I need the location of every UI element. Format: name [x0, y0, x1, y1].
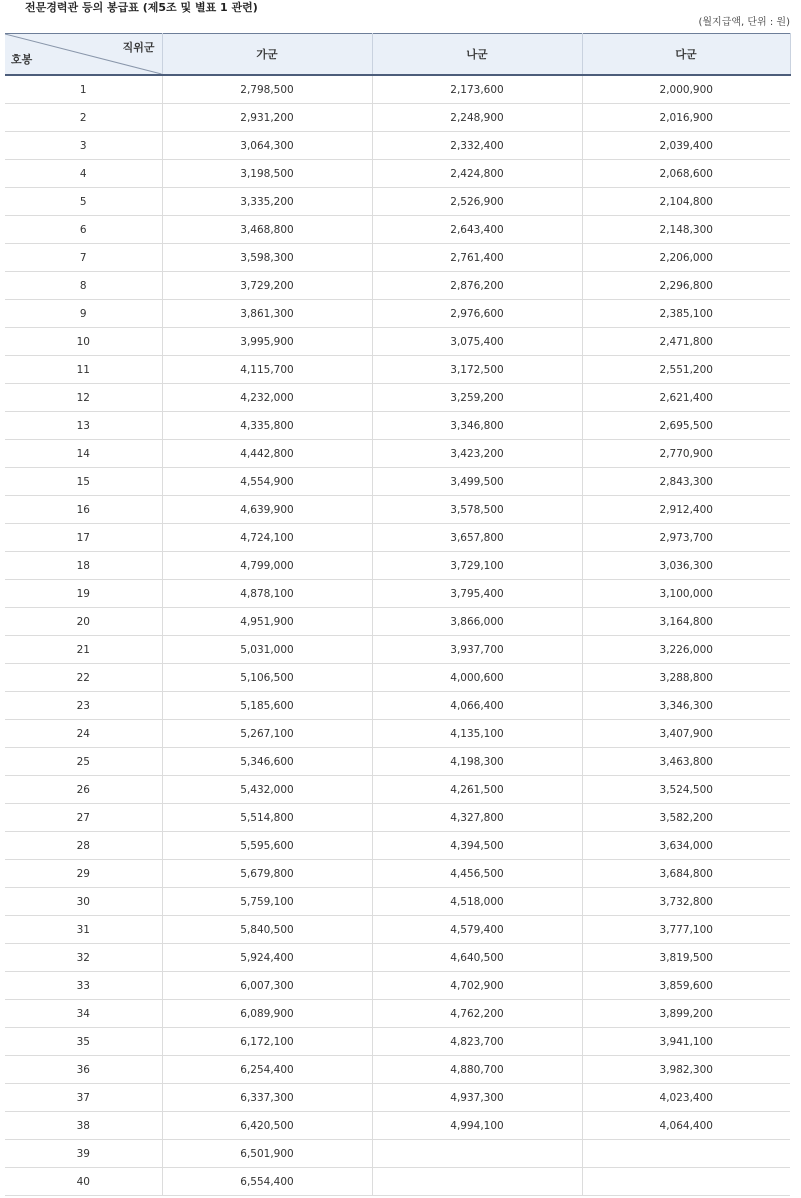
da-value-cell: 3,634,000 — [582, 832, 790, 860]
step-cell: 12 — [5, 384, 162, 412]
table-row — [5, 692, 790, 720]
ga-value-cell: 5,031,000 — [162, 636, 372, 664]
step-cell: 17 — [5, 524, 162, 552]
table-row — [5, 552, 790, 580]
ga-value-cell: 4,799,000 — [162, 552, 372, 580]
step-cell: 10 — [5, 328, 162, 356]
na-value-cell: 2,332,400 — [372, 132, 582, 160]
ga-value-cell: 3,468,800 — [162, 216, 372, 244]
da-value-cell: 2,912,400 — [582, 496, 790, 524]
ga-value-cell: 6,254,400 — [162, 1056, 372, 1084]
da-value-cell: 2,000,900 — [582, 75, 790, 104]
step-cell: 18 — [5, 552, 162, 580]
da-value-cell: 2,104,800 — [582, 188, 790, 216]
table-row — [5, 244, 790, 272]
table-row — [5, 132, 790, 160]
table-row — [5, 1056, 790, 1084]
ga-value-cell: 4,442,800 — [162, 440, 372, 468]
da-value-cell: 2,296,800 — [582, 272, 790, 300]
da-value-cell: 3,859,600 — [582, 972, 790, 1000]
ga-value-cell: 2,931,200 — [162, 104, 372, 132]
step-cell: 14 — [5, 440, 162, 468]
da-value-cell: 3,463,800 — [582, 748, 790, 776]
step-cell: 1 — [5, 75, 162, 104]
da-value-cell: 3,164,800 — [582, 608, 790, 636]
na-value-cell: 3,346,800 — [372, 412, 582, 440]
ga-value-cell: 4,232,000 — [162, 384, 372, 412]
table-row — [5, 832, 790, 860]
step-cell: 25 — [5, 748, 162, 776]
unit-note: (월지급액, 단위 : 원) — [698, 17, 790, 28]
table-row — [5, 580, 790, 608]
na-value-cell: 2,976,600 — [372, 300, 582, 328]
da-value-cell: 2,551,200 — [582, 356, 790, 384]
na-value-cell: 4,327,800 — [372, 804, 582, 832]
step-cell: 27 — [5, 804, 162, 832]
column-header-na: 나군 — [372, 34, 582, 76]
table-row — [5, 104, 790, 132]
ga-value-cell: 3,729,200 — [162, 272, 372, 300]
na-value-cell: 2,173,600 — [372, 75, 582, 104]
step-cell: 19 — [5, 580, 162, 608]
da-value-cell: 2,385,100 — [582, 300, 790, 328]
step-cell: 11 — [5, 356, 162, 384]
step-cell: 26 — [5, 776, 162, 804]
da-value-cell: 2,973,700 — [582, 524, 790, 552]
na-value-cell: 4,640,500 — [372, 944, 582, 972]
ga-value-cell: 4,951,900 — [162, 608, 372, 636]
ga-value-cell: 6,172,100 — [162, 1028, 372, 1056]
na-value-cell: 4,823,700 — [372, 1028, 582, 1056]
table-row — [5, 664, 790, 692]
table-row — [5, 1028, 790, 1056]
table-row — [5, 776, 790, 804]
step-cell: 34 — [5, 1000, 162, 1028]
da-value-cell: 2,843,300 — [582, 468, 790, 496]
step-cell: 39 — [5, 1140, 162, 1168]
table-row — [5, 328, 790, 356]
table-row — [5, 720, 790, 748]
step-cell: 15 — [5, 468, 162, 496]
table-row — [5, 972, 790, 1000]
da-value-cell: 3,036,300 — [582, 552, 790, 580]
table-row — [5, 300, 790, 328]
da-value-cell: 3,899,200 — [582, 1000, 790, 1028]
na-value-cell: 3,578,500 — [372, 496, 582, 524]
step-cell: 21 — [5, 636, 162, 664]
step-cell: 3 — [5, 132, 162, 160]
step-cell: 8 — [5, 272, 162, 300]
da-value-cell: 2,068,600 — [582, 160, 790, 188]
da-value-cell — [582, 1140, 790, 1168]
na-value-cell: 2,248,900 — [372, 104, 582, 132]
ga-value-cell: 3,335,200 — [162, 188, 372, 216]
ga-value-cell: 3,064,300 — [162, 132, 372, 160]
table-row — [5, 216, 790, 244]
na-value-cell: 4,066,400 — [372, 692, 582, 720]
ga-value-cell: 4,724,100 — [162, 524, 372, 552]
ga-value-cell: 5,185,600 — [162, 692, 372, 720]
na-value-cell: 3,499,500 — [372, 468, 582, 496]
da-value-cell: 3,288,800 — [582, 664, 790, 692]
na-value-cell: 2,761,400 — [372, 244, 582, 272]
ga-value-cell: 6,089,900 — [162, 1000, 372, 1028]
step-cell: 2 — [5, 104, 162, 132]
table-row — [5, 916, 790, 944]
step-cell: 13 — [5, 412, 162, 440]
da-value-cell: 2,206,000 — [582, 244, 790, 272]
step-cell: 9 — [5, 300, 162, 328]
table-row — [5, 412, 790, 440]
na-value-cell: 3,423,200 — [372, 440, 582, 468]
ga-value-cell: 5,595,600 — [162, 832, 372, 860]
da-value-cell: 3,819,500 — [582, 944, 790, 972]
step-cell: 37 — [5, 1084, 162, 1112]
da-value-cell: 2,016,900 — [582, 104, 790, 132]
step-cell: 6 — [5, 216, 162, 244]
step-cell: 30 — [5, 888, 162, 916]
na-value-cell: 3,795,400 — [372, 580, 582, 608]
corner-header-cell — [5, 34, 162, 76]
na-value-cell: 4,762,200 — [372, 1000, 582, 1028]
da-value-cell — [582, 1168, 790, 1196]
salary-table — [5, 33, 791, 1196]
ga-value-cell: 6,554,400 — [162, 1168, 372, 1196]
header-row — [5, 34, 790, 76]
na-value-cell — [372, 1140, 582, 1168]
table-body — [5, 75, 790, 1196]
table-header — [5, 34, 790, 76]
step-cell: 40 — [5, 1168, 162, 1196]
da-value-cell: 3,346,300 — [582, 692, 790, 720]
ga-value-cell: 2,798,500 — [162, 75, 372, 104]
na-value-cell: 4,518,000 — [372, 888, 582, 916]
step-cell: 38 — [5, 1112, 162, 1140]
na-value-cell: 4,135,100 — [372, 720, 582, 748]
step-cell: 16 — [5, 496, 162, 524]
table-row — [5, 356, 790, 384]
table-row — [5, 468, 790, 496]
na-value-cell: 4,994,100 — [372, 1112, 582, 1140]
ga-value-cell: 5,679,800 — [162, 860, 372, 888]
ga-value-cell: 5,346,600 — [162, 748, 372, 776]
table-row — [5, 608, 790, 636]
table-row — [5, 1084, 790, 1112]
step-cell: 35 — [5, 1028, 162, 1056]
da-value-cell: 3,524,500 — [582, 776, 790, 804]
na-value-cell: 4,261,500 — [372, 776, 582, 804]
table-row — [5, 888, 790, 916]
da-value-cell: 3,777,100 — [582, 916, 790, 944]
table-row — [5, 524, 790, 552]
ga-value-cell: 4,639,900 — [162, 496, 372, 524]
na-value-cell: 3,172,500 — [372, 356, 582, 384]
da-value-cell: 4,023,400 — [582, 1084, 790, 1112]
table-row — [5, 1140, 790, 1168]
na-value-cell: 3,657,800 — [372, 524, 582, 552]
corner-label-position-group: 직위군 — [122, 41, 155, 54]
da-value-cell: 3,684,800 — [582, 860, 790, 888]
na-value-cell: 4,456,500 — [372, 860, 582, 888]
step-cell: 28 — [5, 832, 162, 860]
table-row — [5, 1000, 790, 1028]
ga-value-cell: 4,554,900 — [162, 468, 372, 496]
na-value-cell: 3,866,000 — [372, 608, 582, 636]
table-row — [5, 804, 790, 832]
da-value-cell: 3,226,000 — [582, 636, 790, 664]
table-row — [5, 748, 790, 776]
na-value-cell: 2,643,400 — [372, 216, 582, 244]
ga-value-cell: 3,598,300 — [162, 244, 372, 272]
da-value-cell: 3,982,300 — [582, 1056, 790, 1084]
da-value-cell: 4,064,400 — [582, 1112, 790, 1140]
na-value-cell: 3,937,700 — [372, 636, 582, 664]
ga-value-cell: 6,420,500 — [162, 1112, 372, 1140]
ga-value-cell: 6,007,300 — [162, 972, 372, 1000]
column-header-da: 다군 — [582, 34, 790, 76]
table-row — [5, 160, 790, 188]
na-value-cell: 4,579,400 — [372, 916, 582, 944]
ga-value-cell: 4,878,100 — [162, 580, 372, 608]
ga-value-cell: 4,115,700 — [162, 356, 372, 384]
na-value-cell: 4,198,300 — [372, 748, 582, 776]
table-row — [5, 440, 790, 468]
ga-value-cell: 5,432,000 — [162, 776, 372, 804]
ga-value-cell: 4,335,800 — [162, 412, 372, 440]
ga-value-cell: 5,514,800 — [162, 804, 372, 832]
da-value-cell: 3,732,800 — [582, 888, 790, 916]
da-value-cell: 2,695,500 — [582, 412, 790, 440]
na-value-cell: 4,702,900 — [372, 972, 582, 1000]
ga-value-cell: 6,501,900 — [162, 1140, 372, 1168]
na-value-cell: 4,394,500 — [372, 832, 582, 860]
table-row — [5, 860, 790, 888]
step-cell: 23 — [5, 692, 162, 720]
table-row — [5, 636, 790, 664]
na-value-cell: 2,424,800 — [372, 160, 582, 188]
na-value-cell: 3,259,200 — [372, 384, 582, 412]
na-value-cell: 4,000,600 — [372, 664, 582, 692]
table-row — [5, 188, 790, 216]
ga-value-cell: 5,106,500 — [162, 664, 372, 692]
table-row — [5, 496, 790, 524]
na-value-cell: 4,937,300 — [372, 1084, 582, 1112]
da-value-cell: 3,582,200 — [582, 804, 790, 832]
step-cell: 20 — [5, 608, 162, 636]
table-row — [5, 272, 790, 300]
na-value-cell: 2,526,900 — [372, 188, 582, 216]
da-value-cell: 3,407,900 — [582, 720, 790, 748]
na-value-cell: 3,729,100 — [372, 552, 582, 580]
ga-value-cell: 3,198,500 — [162, 160, 372, 188]
table-row — [5, 1112, 790, 1140]
da-value-cell: 2,621,400 — [582, 384, 790, 412]
table-row — [5, 1168, 790, 1196]
step-cell: 29 — [5, 860, 162, 888]
step-cell: 4 — [5, 160, 162, 188]
na-value-cell: 3,075,400 — [372, 328, 582, 356]
step-cell: 5 — [5, 188, 162, 216]
step-cell: 32 — [5, 944, 162, 972]
ga-value-cell: 5,759,100 — [162, 888, 372, 916]
step-cell: 36 — [5, 1056, 162, 1084]
da-value-cell: 3,100,000 — [582, 580, 790, 608]
step-cell: 33 — [5, 972, 162, 1000]
step-cell: 7 — [5, 244, 162, 272]
step-cell: 24 — [5, 720, 162, 748]
table-row — [5, 384, 790, 412]
da-value-cell: 2,039,400 — [582, 132, 790, 160]
da-value-cell: 2,770,900 — [582, 440, 790, 468]
da-value-cell: 3,941,100 — [582, 1028, 790, 1056]
da-value-cell: 2,148,300 — [582, 216, 790, 244]
ga-value-cell: 5,840,500 — [162, 916, 372, 944]
ga-value-cell: 5,924,400 — [162, 944, 372, 972]
ga-value-cell: 3,861,300 — [162, 300, 372, 328]
ga-value-cell: 3,995,900 — [162, 328, 372, 356]
ga-value-cell: 5,267,100 — [162, 720, 372, 748]
step-cell: 31 — [5, 916, 162, 944]
column-header-ga: 가군 — [162, 34, 372, 76]
na-value-cell — [372, 1168, 582, 1196]
corner-label-step: 호봉 — [11, 53, 33, 66]
da-value-cell: 2,471,800 — [582, 328, 790, 356]
table-row — [5, 75, 790, 104]
step-cell: 22 — [5, 664, 162, 692]
page-title: 전문경력관 등의 봉급표 (제5조 및 별표 1 관련) — [25, 1, 258, 14]
table-row — [5, 944, 790, 972]
na-value-cell: 2,876,200 — [372, 272, 582, 300]
ga-value-cell: 6,337,300 — [162, 1084, 372, 1112]
na-value-cell: 4,880,700 — [372, 1056, 582, 1084]
